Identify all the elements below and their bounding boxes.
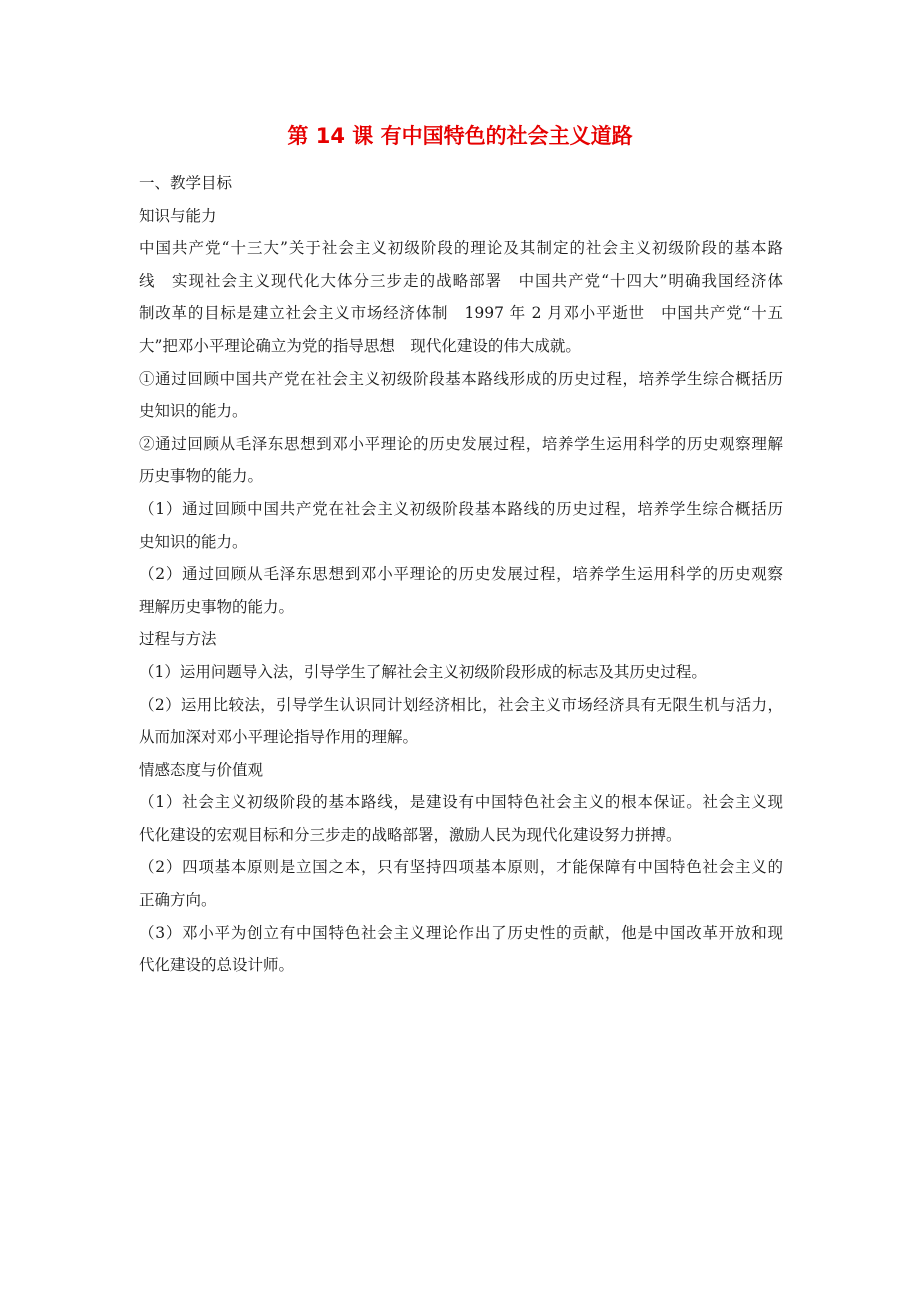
paragraph-line: 史知识的能力。 (139, 402, 248, 421)
page-title: 第 14 课 有中国特色的社会主义道路 (287, 124, 633, 148)
paragraph-line: 历史事物的能力。 (139, 467, 264, 486)
paragraph-line: ①通过回顾中国共产党在社会主义初级阶段基本路线形成的历史过程，培养学生综合概括历 (139, 369, 783, 388)
paragraph-line: 线 实现社会主义现代化大体分三步走的战略部署 中国共产党“十四大”明确我国经济体 (139, 271, 783, 290)
paragraph-line: ②通过回顾从毛泽东思想到邓小平理论的历史发展过程，培养学生运用科学的历史观察理解 (139, 434, 783, 453)
paragraph-line: 史知识的能力。 (139, 532, 248, 551)
document-body (139, 167, 783, 982)
paragraph-line: （1）运用问题导入法，引导学生了解社会主义初级阶段形成的标志及其历史过程。 (139, 662, 707, 681)
paragraph-line: 理解历史事物的能力。 (139, 597, 295, 616)
paragraph-line: （1）通过回顾中国共产党在社会主义初级阶段基本路线的历史过程，培养学生综合概括历 (139, 499, 783, 518)
section-heading-objectives: 一、教学目标 (139, 174, 233, 192)
subheading-emotion-values: 情感态度与价值观 (139, 760, 264, 779)
paragraph-line: （1）社会主义初级阶段的基本路线，是建设有中国特色社会主义的根本保证。社会主义现 (139, 793, 783, 812)
paragraph-line: （3）邓小平为创立有中国特色社会主义理论作出了历史性的贡献，他是中国改革开放和现 (139, 923, 783, 942)
paragraph-line: 制改革的目标是建立社会主义市场经济体制 1997 年 2 月邓小平逝世 中国共产党“十五 (139, 304, 783, 323)
paragraph-line: 代化建设的总设计师。 (139, 956, 295, 975)
paragraph-line: 中国共产党“十三大”关于社会主义初级阶段的理论及其制定的社会主义初级阶段的基本路 (139, 239, 783, 258)
paragraph-line: 代化建设的宏观目标和分三步走的战略部署，激励人民为现代化建设努力拼搏。 (139, 825, 682, 844)
paragraph-line: （2）四项基本原则是立国之本，只有坚持四项基本原则，才能保障有中国特色社会主义的 (139, 858, 783, 877)
paragraph-line: 正确方向。 (139, 891, 217, 910)
subheading-knowledge-ability: 知识与能力 (139, 206, 217, 225)
paragraph-line: 大”把邓小平理论确立为党的指导思想 现代化建设的伟大成就。 (139, 336, 581, 355)
subheading-process-method: 过程与方法 (139, 630, 217, 649)
paragraph-line: （2）通过回顾从毛泽东思想到邓小平理论的历史发展过程，培养学生运用科学的历史观察 (139, 565, 783, 584)
paragraph-line: 从而加深对邓小平理论指导作用的理解。 (139, 728, 419, 747)
paragraph-line: （2）运用比较法，引导学生认识同计划经济相比，社会主义市场经济具有无限生机与活力， (139, 695, 783, 714)
